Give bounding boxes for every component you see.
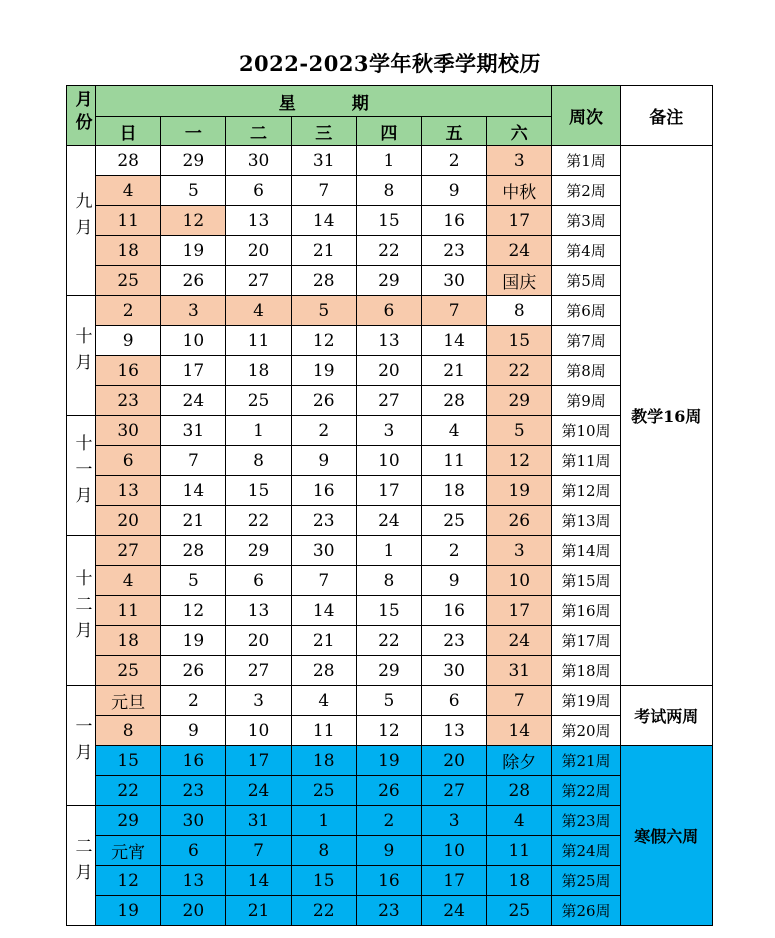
date-cell: 22 — [487, 356, 552, 386]
date-cell: 29 — [161, 146, 226, 176]
date-cell: 14 — [291, 596, 356, 626]
calendar-row — [67, 896, 713, 926]
date-cell: 16 — [356, 866, 421, 896]
date-cell: 1 — [356, 536, 421, 566]
month-column-header-label: 月份 — [71, 90, 92, 136]
date-cell: 12 — [487, 446, 552, 476]
date-cell: 2 — [422, 146, 487, 176]
week-number-cell: 第25周 — [552, 866, 620, 896]
date-cell: 13 — [226, 206, 291, 236]
month-cell — [67, 146, 96, 296]
date-cell: 7 — [291, 176, 356, 206]
date-cell: 26 — [161, 266, 226, 296]
date-cell: 29 — [356, 656, 421, 686]
week-number-cell: 第8周 — [552, 356, 620, 386]
date-cell: 13 — [161, 866, 226, 896]
date-cell: 7 — [487, 686, 552, 716]
date-cell: 元旦 — [96, 686, 161, 716]
date-cell: 31 — [291, 146, 356, 176]
date-cell: 17 — [422, 866, 487, 896]
date-cell: 9 — [161, 716, 226, 746]
date-cell: 21 — [226, 896, 291, 926]
date-cell: 18 — [96, 236, 161, 266]
date-cell: 18 — [291, 746, 356, 776]
date-cell: 30 — [96, 416, 161, 446]
date-cell: 3 — [487, 536, 552, 566]
date-cell: 1 — [291, 806, 356, 836]
date-cell: 8 — [291, 836, 356, 866]
date-cell: 5 — [356, 686, 421, 716]
date-cell: 4 — [226, 296, 291, 326]
date-cell: 7 — [161, 446, 226, 476]
date-cell: 20 — [96, 506, 161, 536]
week-number-cell: 第16周 — [552, 596, 620, 626]
date-cell: 5 — [161, 176, 226, 206]
date-cell: 5 — [487, 416, 552, 446]
note-cell: 寒假六周 — [620, 746, 712, 926]
calendar-row — [67, 176, 713, 206]
date-cell: 29 — [356, 266, 421, 296]
date-cell: 7 — [422, 296, 487, 326]
date-cell: 23 — [422, 236, 487, 266]
date-cell: 24 — [161, 386, 226, 416]
note-cell: 考试两周 — [620, 686, 712, 746]
month-cell — [67, 686, 96, 806]
date-cell: 12 — [161, 596, 226, 626]
week-number-cell: 第20周 — [552, 716, 620, 746]
date-cell: 20 — [226, 626, 291, 656]
date-cell: 15 — [226, 476, 291, 506]
date-cell: 25 — [487, 896, 552, 926]
date-cell: 19 — [96, 896, 161, 926]
week-number-cell: 第7周 — [552, 326, 620, 356]
day-header: 日 — [96, 117, 161, 146]
calendar-row — [67, 416, 713, 446]
date-cell: 11 — [422, 446, 487, 476]
date-cell: 6 — [422, 686, 487, 716]
date-cell: 21 — [291, 626, 356, 656]
date-cell: 20 — [161, 896, 226, 926]
date-cell: 3 — [226, 686, 291, 716]
calendar-row — [67, 566, 713, 596]
date-cell: 26 — [487, 506, 552, 536]
calendar-row — [67, 356, 713, 386]
date-cell: 9 — [96, 326, 161, 356]
date-cell: 15 — [356, 596, 421, 626]
calendar-row — [67, 386, 713, 416]
date-cell: 20 — [226, 236, 291, 266]
date-cell: 3 — [487, 146, 552, 176]
date-cell: 17 — [356, 476, 421, 506]
date-cell: 8 — [487, 296, 552, 326]
month-cell — [67, 806, 96, 926]
date-cell: 10 — [487, 566, 552, 596]
week-number-cell: 第21周 — [552, 746, 620, 776]
date-cell: 24 — [356, 506, 421, 536]
date-cell: 21 — [422, 356, 487, 386]
week-number-cell: 第9周 — [552, 386, 620, 416]
date-cell: 20 — [356, 356, 421, 386]
calendar-body — [67, 146, 713, 926]
calendar-page — [66, 50, 714, 926]
date-cell: 25 — [291, 776, 356, 806]
calendar-row — [67, 146, 713, 176]
month-label: 一月 — [71, 717, 92, 769]
date-cell: 18 — [487, 866, 552, 896]
date-cell: 14 — [291, 206, 356, 236]
date-cell: 8 — [226, 446, 291, 476]
date-cell: 15 — [356, 206, 421, 236]
date-cell: 3 — [356, 416, 421, 446]
calendar-row — [67, 686, 713, 716]
date-cell: 1 — [226, 416, 291, 446]
date-cell: 4 — [96, 566, 161, 596]
calendar-row — [67, 206, 713, 236]
week-number-cell: 第24周 — [552, 836, 620, 866]
date-cell: 26 — [356, 776, 421, 806]
date-cell: 16 — [161, 746, 226, 776]
date-cell: 22 — [356, 236, 421, 266]
calendar-row — [67, 596, 713, 626]
date-cell: 9 — [422, 566, 487, 596]
month-cell — [67, 536, 96, 686]
date-cell: 6 — [161, 836, 226, 866]
date-cell: 2 — [356, 806, 421, 836]
date-cell: 11 — [96, 206, 161, 236]
date-cell: 中秋 — [487, 176, 552, 206]
calendar-table — [66, 85, 713, 926]
date-cell: 25 — [422, 506, 487, 536]
date-cell: 29 — [226, 536, 291, 566]
date-cell: 26 — [161, 656, 226, 686]
calendar-row — [67, 536, 713, 566]
date-cell: 25 — [96, 266, 161, 296]
date-cell: 12 — [291, 326, 356, 356]
date-cell: 19 — [161, 236, 226, 266]
calendar-row — [67, 656, 713, 686]
date-cell: 28 — [291, 656, 356, 686]
date-cell: 30 — [422, 656, 487, 686]
date-cell: 10 — [356, 446, 421, 476]
date-cell: 16 — [422, 596, 487, 626]
date-cell: 5 — [291, 296, 356, 326]
date-cell: 18 — [422, 476, 487, 506]
calendar-row — [67, 776, 713, 806]
date-cell: 22 — [226, 506, 291, 536]
month-label: 十一月 — [71, 434, 92, 512]
week-number-cell: 第5周 — [552, 266, 620, 296]
date-cell: 3 — [161, 296, 226, 326]
date-cell: 28 — [291, 266, 356, 296]
date-cell: 22 — [96, 776, 161, 806]
date-cell: 30 — [422, 266, 487, 296]
week-number-cell: 第17周 — [552, 626, 620, 656]
date-cell: 13 — [356, 326, 421, 356]
calendar-row — [67, 626, 713, 656]
date-cell: 9 — [422, 176, 487, 206]
date-cell: 23 — [422, 626, 487, 656]
date-cell: 19 — [356, 746, 421, 776]
calendar-row — [67, 266, 713, 296]
date-cell: 13 — [96, 476, 161, 506]
date-cell: 17 — [487, 596, 552, 626]
date-cell: 10 — [422, 836, 487, 866]
calendar-title: 2022-2023学年秋季学期校历 — [238, 51, 542, 76]
date-cell: 12 — [96, 866, 161, 896]
date-cell: 17 — [487, 206, 552, 236]
week-number-cell: 第13周 — [552, 506, 620, 536]
date-cell: 10 — [226, 716, 291, 746]
date-cell: 8 — [96, 716, 161, 746]
date-cell: 1 — [356, 146, 421, 176]
date-cell: 13 — [422, 716, 487, 746]
date-cell: 17 — [161, 356, 226, 386]
month-cell — [67, 296, 96, 416]
day-header: 三 — [291, 117, 356, 146]
month-cell — [67, 416, 96, 536]
date-cell: 19 — [487, 476, 552, 506]
date-cell: 19 — [291, 356, 356, 386]
month-label: 九月 — [71, 192, 92, 244]
week-number-cell: 第26周 — [552, 896, 620, 926]
week-number-cell: 第1周 — [552, 146, 620, 176]
date-cell: 25 — [226, 386, 291, 416]
date-cell: 24 — [422, 896, 487, 926]
date-cell: 28 — [96, 146, 161, 176]
date-cell: 30 — [226, 146, 291, 176]
date-cell: 24 — [487, 236, 552, 266]
date-cell: 18 — [226, 356, 291, 386]
day-header: 四 — [356, 117, 421, 146]
date-cell: 16 — [96, 356, 161, 386]
header-row-week — [67, 86, 713, 117]
calendar-row — [67, 236, 713, 266]
date-cell: 14 — [487, 716, 552, 746]
date-cell: 29 — [487, 386, 552, 416]
date-cell: 2 — [422, 536, 487, 566]
date-cell: 23 — [356, 896, 421, 926]
date-cell: 7 — [291, 566, 356, 596]
date-cell: 8 — [356, 176, 421, 206]
calendar-row — [67, 806, 713, 836]
week-number-cell: 第2周 — [552, 176, 620, 206]
date-cell: 31 — [226, 806, 291, 836]
date-cell: 11 — [291, 716, 356, 746]
date-cell: 2 — [96, 296, 161, 326]
date-cell: 24 — [226, 776, 291, 806]
week-number-cell: 第6周 — [552, 296, 620, 326]
week-number-cell: 第18周 — [552, 656, 620, 686]
date-cell: 22 — [356, 626, 421, 656]
date-cell: 20 — [422, 746, 487, 776]
date-cell: 4 — [487, 806, 552, 836]
date-cell: 6 — [226, 566, 291, 596]
week-number-cell: 第10周 — [552, 416, 620, 446]
date-cell: 4 — [422, 416, 487, 446]
note-cell: 教学16周 — [620, 146, 712, 686]
date-cell: 22 — [291, 896, 356, 926]
day-header: 五 — [422, 117, 487, 146]
date-cell: 16 — [422, 206, 487, 236]
date-cell: 11 — [487, 836, 552, 866]
date-cell: 21 — [161, 506, 226, 536]
date-cell: 14 — [422, 326, 487, 356]
date-cell: 14 — [226, 866, 291, 896]
date-cell: 13 — [226, 596, 291, 626]
calendar-row — [67, 716, 713, 746]
date-cell: 25 — [96, 656, 161, 686]
date-cell: 21 — [291, 236, 356, 266]
date-cell: 国庆 — [487, 266, 552, 296]
date-cell: 27 — [422, 776, 487, 806]
calendar-row — [67, 326, 713, 356]
date-cell: 17 — [226, 746, 291, 776]
week-number-cell: 第3周 — [552, 206, 620, 236]
date-cell: 27 — [226, 656, 291, 686]
week-number-cell: 第12周 — [552, 476, 620, 506]
date-cell: 10 — [161, 326, 226, 356]
week-number-cell: 第15周 — [552, 566, 620, 596]
date-cell: 27 — [96, 536, 161, 566]
date-cell: 14 — [161, 476, 226, 506]
date-cell: 7 — [226, 836, 291, 866]
week-number-cell: 第22周 — [552, 776, 620, 806]
date-cell: 3 — [422, 806, 487, 836]
date-cell: 12 — [356, 716, 421, 746]
date-cell: 24 — [487, 626, 552, 656]
date-cell: 11 — [96, 596, 161, 626]
notes-header: 备注 — [620, 86, 712, 146]
date-cell: 28 — [487, 776, 552, 806]
date-cell: 6 — [226, 176, 291, 206]
date-cell: 23 — [291, 506, 356, 536]
date-cell: 12 — [161, 206, 226, 236]
calendar-row — [67, 506, 713, 536]
date-cell: 31 — [487, 656, 552, 686]
date-cell: 元宵 — [96, 836, 161, 866]
date-cell: 31 — [161, 416, 226, 446]
date-cell: 18 — [96, 626, 161, 656]
date-cell: 30 — [291, 536, 356, 566]
date-cell: 6 — [96, 446, 161, 476]
date-cell: 27 — [356, 386, 421, 416]
calendar-row — [67, 446, 713, 476]
month-label: 十二月 — [71, 569, 92, 647]
week-header: 星期 — [96, 86, 552, 117]
date-cell: 除夕 — [487, 746, 552, 776]
day-header: 一 — [161, 117, 226, 146]
date-cell: 5 — [161, 566, 226, 596]
week-number-cell: 第14周 — [552, 536, 620, 566]
calendar-row — [67, 476, 713, 506]
date-cell: 29 — [96, 806, 161, 836]
date-cell: 15 — [96, 746, 161, 776]
date-cell: 9 — [291, 446, 356, 476]
date-cell: 19 — [161, 626, 226, 656]
month-label: 十月 — [71, 327, 92, 379]
day-header: 六 — [487, 117, 552, 146]
week-number-cell: 第23周 — [552, 806, 620, 836]
date-cell: 28 — [161, 536, 226, 566]
week-number-header: 周次 — [552, 86, 620, 146]
calendar-row — [67, 836, 713, 866]
date-cell: 4 — [96, 176, 161, 206]
date-cell: 9 — [356, 836, 421, 866]
week-number-cell: 第4周 — [552, 236, 620, 266]
date-cell: 11 — [226, 326, 291, 356]
date-cell: 6 — [356, 296, 421, 326]
month-label: 二月 — [71, 837, 92, 889]
date-cell: 27 — [226, 266, 291, 296]
date-cell: 15 — [487, 326, 552, 356]
month-column-header — [67, 86, 96, 146]
date-cell: 28 — [422, 386, 487, 416]
date-cell: 23 — [96, 386, 161, 416]
week-number-cell: 第11周 — [552, 446, 620, 476]
date-cell: 26 — [291, 386, 356, 416]
date-cell: 2 — [161, 686, 226, 716]
calendar-header — [67, 86, 713, 146]
calendar-row — [67, 746, 713, 776]
date-cell: 30 — [161, 806, 226, 836]
calendar-row — [67, 296, 713, 326]
date-cell: 4 — [291, 686, 356, 716]
date-cell: 16 — [291, 476, 356, 506]
date-cell: 23 — [161, 776, 226, 806]
calendar-row — [67, 866, 713, 896]
date-cell: 8 — [356, 566, 421, 596]
date-cell: 2 — [291, 416, 356, 446]
day-header: 二 — [226, 117, 291, 146]
date-cell: 15 — [291, 866, 356, 896]
week-number-cell: 第19周 — [552, 686, 620, 716]
